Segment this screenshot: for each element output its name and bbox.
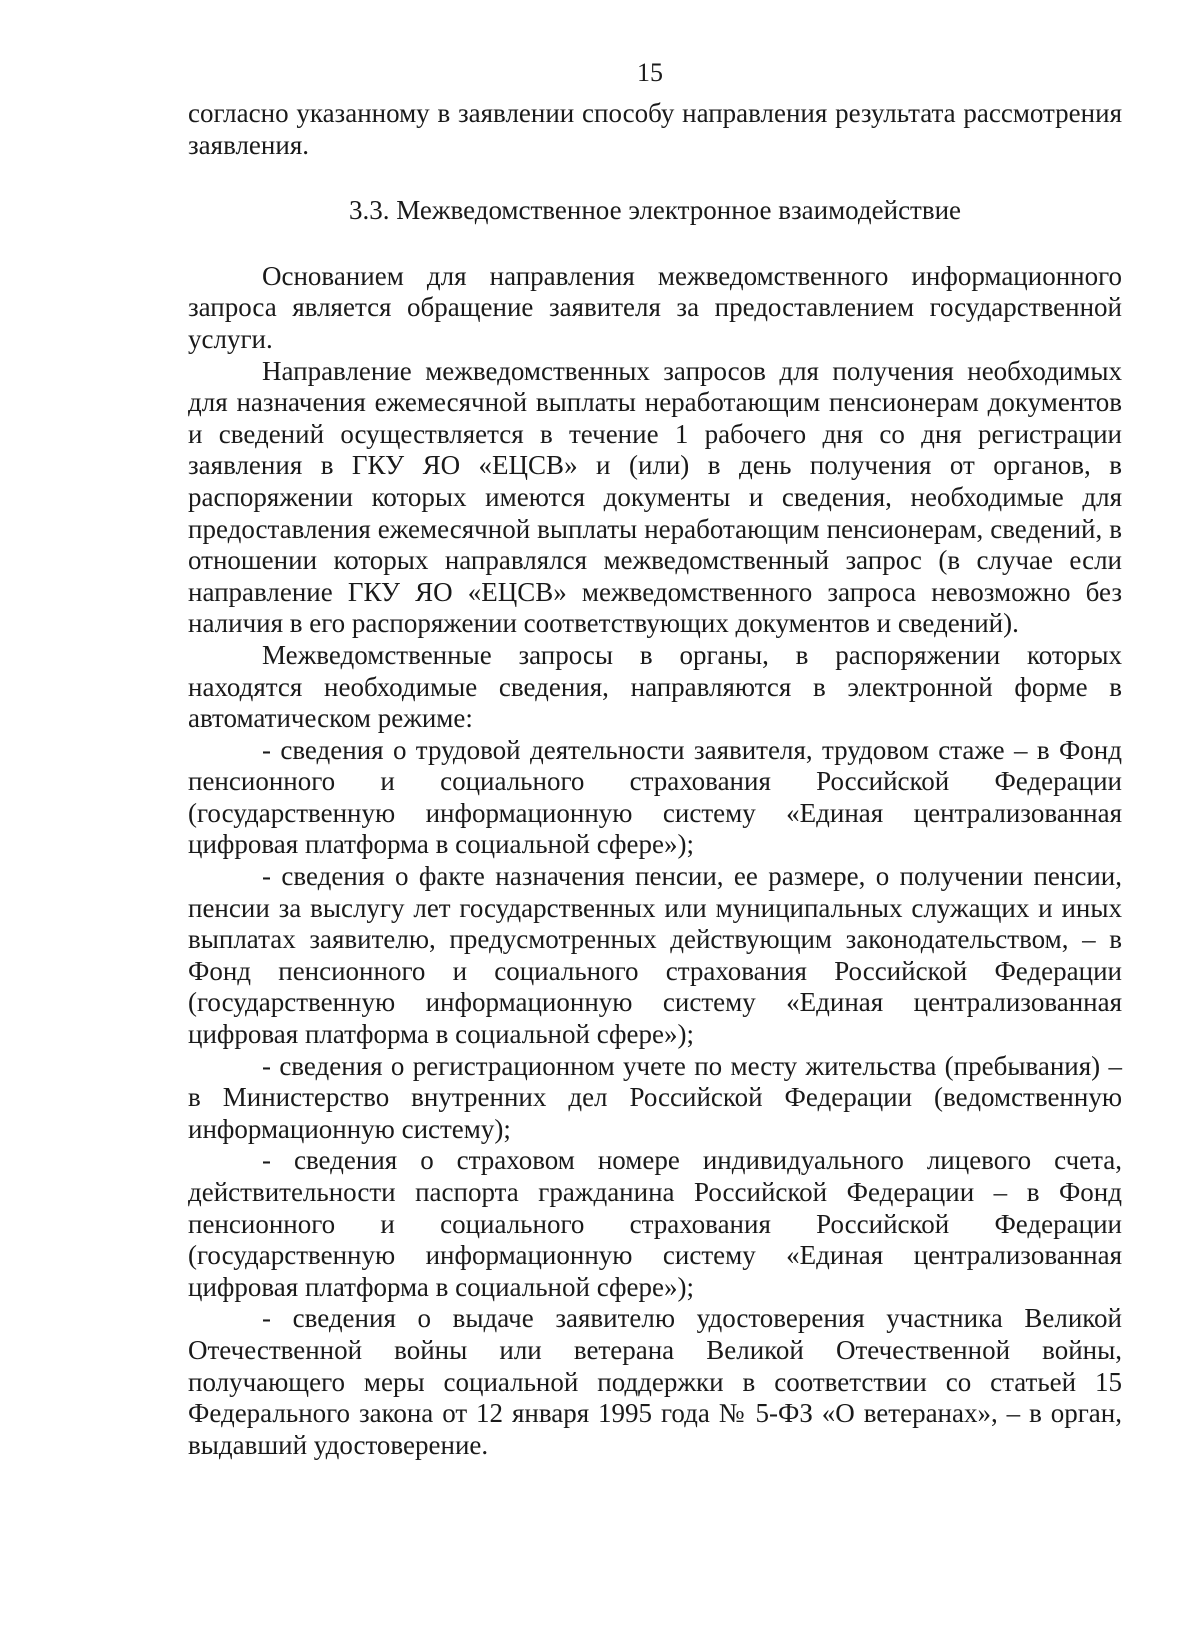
page-body: [188, 98, 1122, 1461]
list-item: - сведения о факте назначения пенсии, ее размере, о получении пенсии, пенсии за выслугу лет государственных или муниципальных служащих и иных выплатах заявителю, предусмотренных действующим законодательством, – в Фонд пенсионного и социального страхования Российской Федерации (государственную информационную систему «Единая централизованная цифровая платформа в социальной сфере»);: [188, 861, 1122, 1050]
list-item: - сведения о регистрационном учете по месту жительства (пребывания) – в Министерство внутренних дел Российской Федерации (ведомственную информационную систему);: [188, 1050, 1122, 1144]
body-paragraph: Основанием для направления межведомственного информационного запроса является обращение заявителя за предоставлением государственной услуги.: [188, 260, 1122, 354]
list-item: - сведения о трудовой деятельности заявителя, трудовом стаже – в Фонд пенсионного и социального страхования Российской Федерации (государственную информационную систему «Единая централизованная цифровая платформа в социальной сфере»);: [188, 734, 1122, 860]
page-number: 15: [637, 58, 663, 87]
section-title: 3.3. Межведомственное электронное взаимодействие: [348, 195, 962, 226]
list-item: - сведения о выдаче заявителю удостоверения участника Великой Отечественной войны или ветерана Великой Отечественной войны, получающего меры социальной поддержки в соответствии со статьей 15 Федерального закона от 12 января 1995 года № 5-ФЗ «О ветеранах», – в орган, выдавший удостоверение.: [188, 1303, 1122, 1460]
body-paragraph: Межведомственные запросы в органы, в распоряжении которых находятся необходимые сведения, направляются в электронной форме в автоматическом режиме:: [188, 639, 1122, 734]
body-paragraph: Направление межведомственных запросов для получения необходимых для назначения ежемесячной выплаты неработающим пенсионерам документов и сведений осуществляется в течение 1 рабочего дня со дня регистрации заявления в ГКУ ЯО «ЕЦСВ» и (или) в день получения от органов, в распоряжении которых имеются документы и сведения, необходимые для предоставления ежемесячной выплаты неработающим пенсионерам, сведений, в отношении которых направлялся межведомственный запрос (в случае если направление ГКУ ЯО «ЕЦСВ» межведомственного запроса невозможно без наличия в его распоряжении соответствующих документов и сведений).: [188, 355, 1122, 639]
continuation-paragraph: согласно указанному в заявлении способу направления результата рассмотрения заявления.: [188, 98, 1122, 160]
list-item: - сведения о страховом номере индивидуального лицевого счета, действительности паспорта гражданина Российской Федерации – в Фонд пенсионного и социального страхования Российской Федерации (государственную информационную систему «Единая централизованная цифровая платформа в социальной сфере»);: [188, 1145, 1122, 1302]
